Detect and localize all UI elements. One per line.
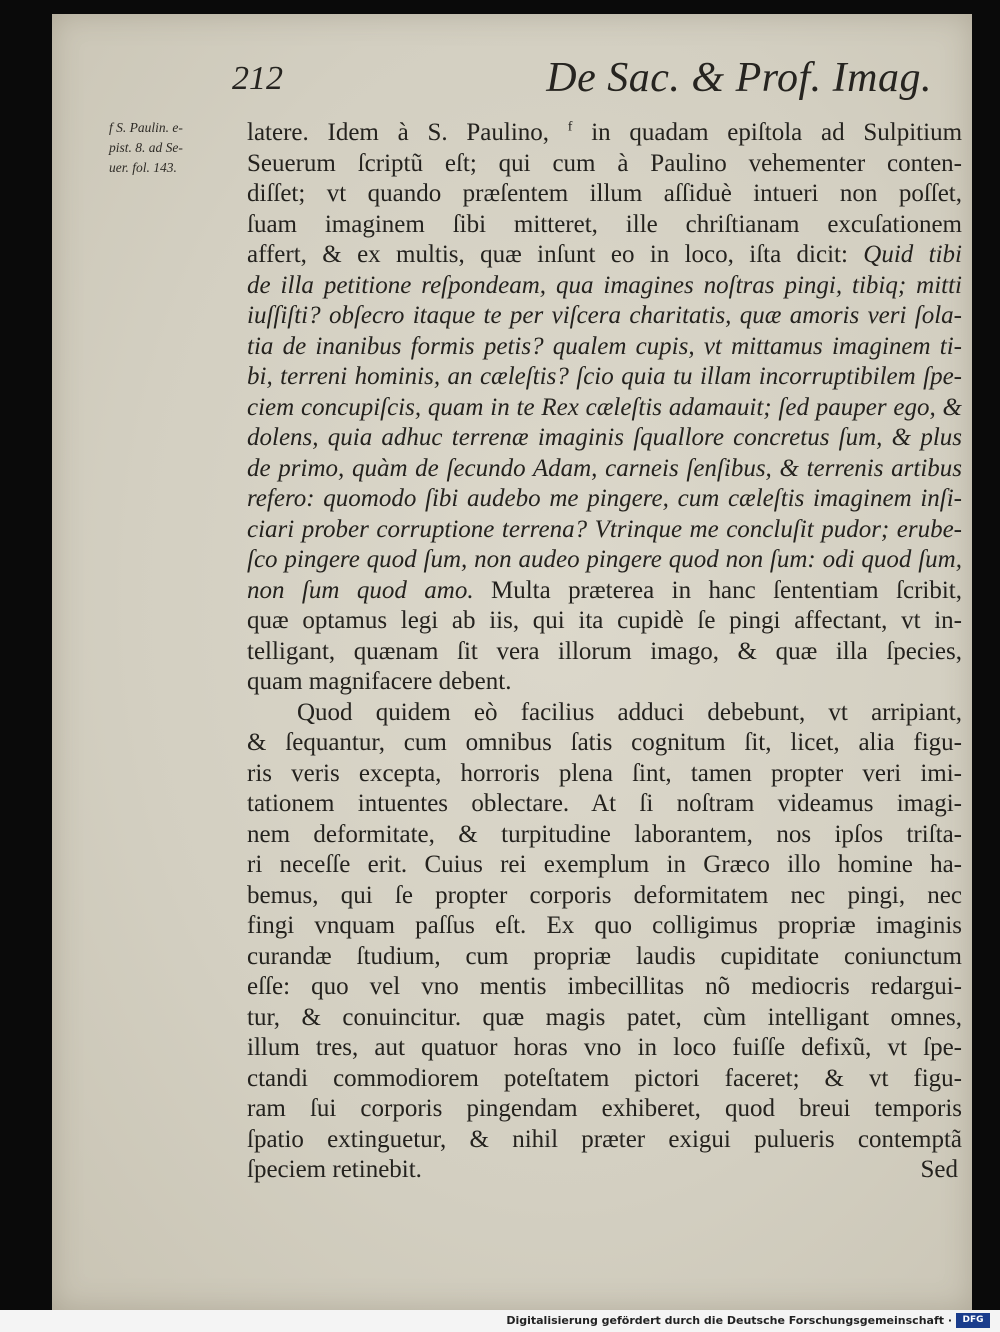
text-line: curandæ ſtudium, cum propriæ laudis cupiditate coniunctum <box>247 942 962 970</box>
marginal-note-line: uer. fol. 143. <box>109 160 177 175</box>
text-line: ris veris excepta, horroris plena ſint, tamen propter veri imi- <box>247 759 962 787</box>
paragraph-start-line: Quod quidem eò facilius adduci debebunt, vt arripiant, <box>297 698 962 726</box>
body-text <box>247 118 962 1186</box>
text-line: ctandi commodiorem poteſtatem pictori faceret; & vt figu- <box>247 1064 962 1092</box>
running-head <box>232 55 932 118</box>
text-line: Seuerum ſcriptũ eſt; qui cum à Paulino vehementer conten- <box>247 149 962 177</box>
text-line: diſſet; vt quando præſentem illum aſſiduè intueri non poſſet, <box>247 180 962 207</box>
text-segment: Multa prӕterea in hanc ſententiam ſcribit, <box>473 576 962 604</box>
dfg-logo: DFG <box>956 1313 990 1328</box>
quotation-line: iuſſiſti? obſecro itaque te per viſcera charitatis, quæ amoris veri ſola- <box>247 302 962 329</box>
text-line <box>247 240 962 271</box>
text-segment: latere. Idem à S. Paulino, <box>247 119 568 146</box>
text-line: ſpeciem retinebit. <box>247 1156 422 1183</box>
book-page <box>52 14 972 1310</box>
quotation-start: Quid tibi <box>863 241 962 268</box>
digitization-footer <box>0 1310 1000 1332</box>
quotation-line: ciem concupiſcis, quam in te Rex cæleſtis adamauit; ſed pauper ego, & <box>247 393 962 421</box>
footnote-marker: f <box>567 119 573 135</box>
text-segment: affert, & ex multis, quæ inſunt eo in loco, iſta dicit: <box>247 241 864 268</box>
text-line: ſuam imaginem ſibi mitteret, ille chriſtianam excuſationem <box>247 210 962 238</box>
quotation-line: ſco pingere quod ſum, non audeo pingere quod non ſum: odi quod ſum, <box>247 546 962 573</box>
text-line: tationem intuentes oblectare. At ſi noſtram videamus imagi- <box>247 790 962 817</box>
text-line: nem deformitate, & turpitudine laborantem, nos ipſos triſta- <box>247 820 962 848</box>
marginal-note-line: pist. 8. ad Se- <box>109 140 183 155</box>
text-line: ſpatio extinguetur, & nihil præter exigui pulueris contemptã <box>247 1125 962 1153</box>
catchword: Sed <box>920 1156 958 1183</box>
text-line: illum tres, aut quatuor horas vno in loco fuiſſe defixũ, vt ſpe- <box>247 1034 962 1061</box>
text-segment: in quadam epiſtola ad Sulpitium <box>591 119 962 146</box>
text-line: bemus, qui ſe propter corporis deformitatem nec pingi, nec <box>247 881 962 909</box>
quotation-line: bi, terreni hominis, an cæleſtis? ſcio quia tu illam incorruptibilem ſpe- <box>247 363 962 390</box>
marginal-note <box>109 118 229 178</box>
text-line: fingi vnquam paſſus eſt. Ex quo colligimus propriæ imaginis <box>247 912 962 939</box>
quotation-line: tia de inanibus formis petis? qualem cupis, vt mittamus imaginem ti- <box>247 332 962 360</box>
quotation-end: non ſum quod amo. <box>247 576 474 604</box>
quotation-line: ciari prober corruptione terrena? Vtrinque me concluſit pudor; erube- <box>247 515 962 543</box>
text-line: quæ optamus legi ab iis, qui ita cupidè ſe pingi affectant, vt in- <box>247 607 962 634</box>
quotation-line: de primo, quàm de ſecundo Adam, carneis ſenſibus, & terrenis artibus <box>247 454 962 482</box>
text-line: ram ſui corporis pingendam exhiberet, quod breui temporis <box>247 1095 962 1122</box>
text-line: telligant, quænam ſit vera illorum imago, & quæ illa ſpecies, <box>247 637 962 665</box>
quotation-line: de illa petitione reſpondeam, qua imagines noſtras pingi, tibiq; mitti <box>247 271 962 299</box>
text-line <box>247 576 962 607</box>
text-line <box>247 118 962 149</box>
quotation-line: dolens, quia adhuc terrenæ imaginis ſquallore concretus ſum, & plus <box>247 424 962 451</box>
funding-credit: Digitalisierung gefördert durch die Deutsche Forschungsgemeinschaft · <box>506 1314 952 1327</box>
text-line: & ſequantur, cum omnibus ſatis cognitum ſit, licet, alia figu- <box>247 729 962 756</box>
running-title: De Sac. & Prof. Imag. <box>546 55 932 101</box>
page-number: 212 <box>232 60 283 97</box>
quotation-line: refero: quomodo ſibi audebo me pingere, cum cæleſtis imaginem inſi- <box>247 485 962 512</box>
text-line: quam magnifacere debent. <box>247 668 512 695</box>
text-line: ri neceſſe erit. Cuius rei exemplum in Græco illo homine ha- <box>247 851 962 878</box>
text-line: eſſe: quo vel vno mentis imbecillitas nõ mediocris redargui- <box>247 973 962 1000</box>
marginal-note-line: f S. Paulin. e- <box>109 120 183 135</box>
text-line: tur, & conuincitur. quæ magis patet, cùm intelligant omnes, <box>247 1003 962 1031</box>
